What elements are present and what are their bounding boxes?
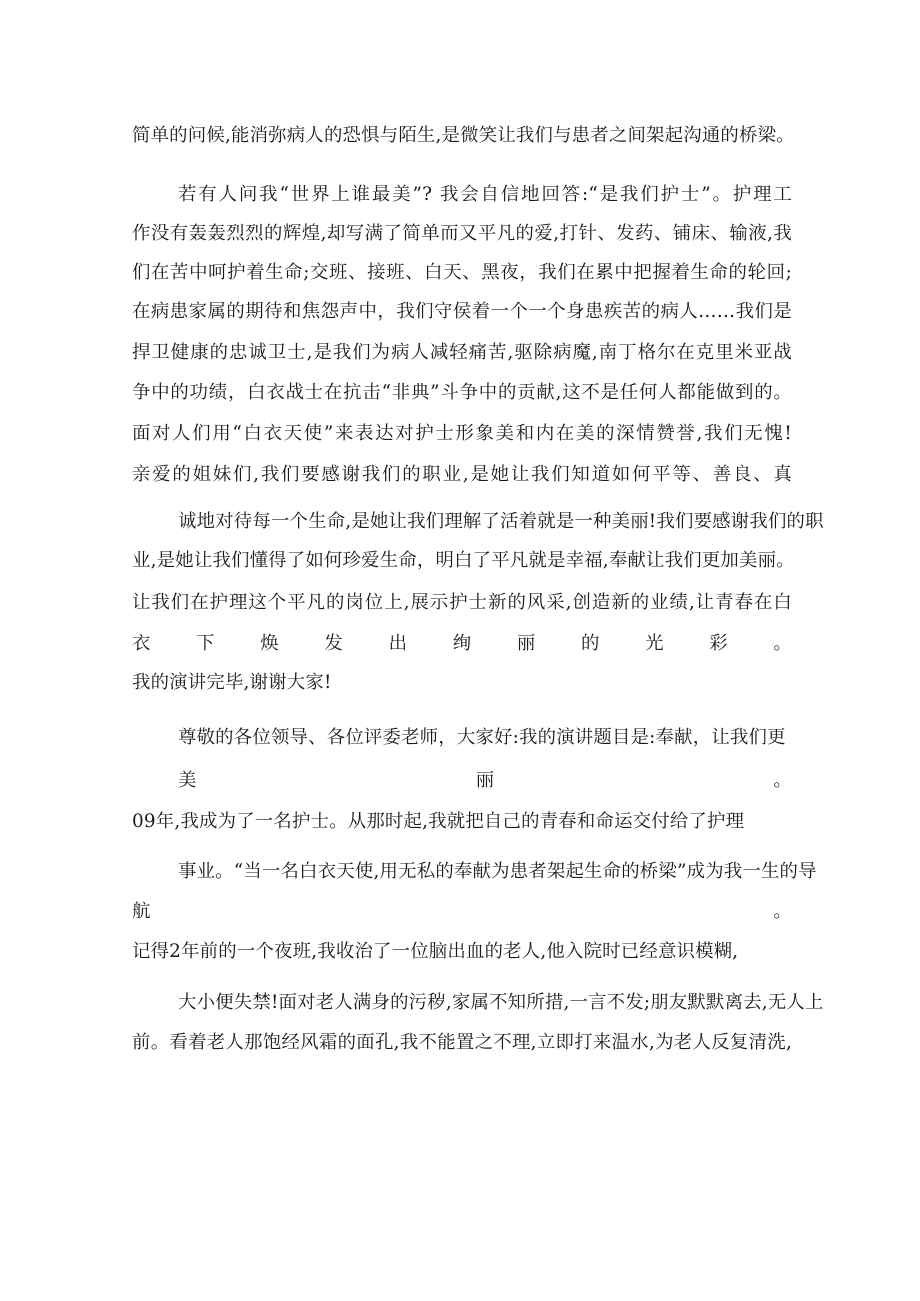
text-line: 们在苦中呵护着生命;交班、接班、白天、黑夜，我们在累中把握着生命的轮回; (132, 262, 792, 283)
text-line: 航。 (132, 901, 792, 922)
text-line: 记得2年前的一个夜班,我收治了一位脑出血的老人,他入院时已经意识模糊, (132, 941, 739, 962)
text-line: 简单的问候,能消弥病人的恐惧与陌生,是微笑让我们与患者之间架起沟通的桥梁。 (132, 125, 795, 146)
text-line: 争中的功绩，白衣战士在抗击“非典”斗争中的贡献,这不是任何人都能做到的。 (132, 382, 792, 403)
text-line: 让我们在护理这个平凡的岗位上,展示护士新的风采,创造新的业绩,让青春在白 (132, 592, 792, 613)
text-line: 若有人问我“世界上谁最美”? 我会自信地回答:“是我们护士”。护理工 (178, 184, 792, 205)
text-line: 捍卫健康的忠诚卫士,是我们为病人减轻痛苦,驱除病魔,南丁格尔在克里米亚战 (132, 342, 792, 363)
text-line: 事业。“当一名白衣天使,用无私的奉献为患者架起生命的桥梁”成为我一生的导 (178, 861, 817, 882)
text-line: 前。看着老人那饱经风霜的面孔,我不能置之不理,立即打来温水,为老人反复清洗, (132, 1032, 792, 1053)
text-line: 面对人们用“白衣天使”来表达对护士形象美和内在美的深情赞誉,我们无愧! (132, 423, 792, 444)
text-line: 诚地对待每一个生命,是她让我们理解了活着就是一种美丽!我们要感谢我们的职 (178, 511, 824, 532)
text-line: 大小便失禁!面对老人满身的污秽,家属不知所措,一言不发;朋友默默离去,无人上 (178, 992, 824, 1013)
text-line: 在病患家属的期待和焦怨声中，我们守侯着一个一个身患疾苦的病人……我们是 (132, 301, 792, 322)
text-line: 美丽。 (178, 770, 792, 791)
text-line: 09年,我成为了一名护士。从那时起,我就把自己的青春和命运交付给了护理 (132, 811, 745, 832)
text-line: 尊敬的各位领导、各位评委老师，大家好:我的演讲题目是:奉献，让我们更 (178, 727, 786, 748)
text-line: 我的演讲完毕,谢谢大家! (132, 672, 332, 693)
text-line: 亲爱的姐妹们,我们要感谢我们的职业,是她让我们知道如何平等、善良、真 (132, 464, 792, 485)
text-line: 业,是她让我们懂得了如何珍爱生命，明白了平凡就是幸福,奉献让我们更加美丽。 (132, 550, 795, 571)
text-line: 衣下焕发出绚丽的光彩。 (132, 633, 792, 654)
text-line: 作没有轰轰烈烈的辉煌,却写满了简单而又平凡的爱,打针、发药、铺床、输液,我 (132, 223, 792, 244)
